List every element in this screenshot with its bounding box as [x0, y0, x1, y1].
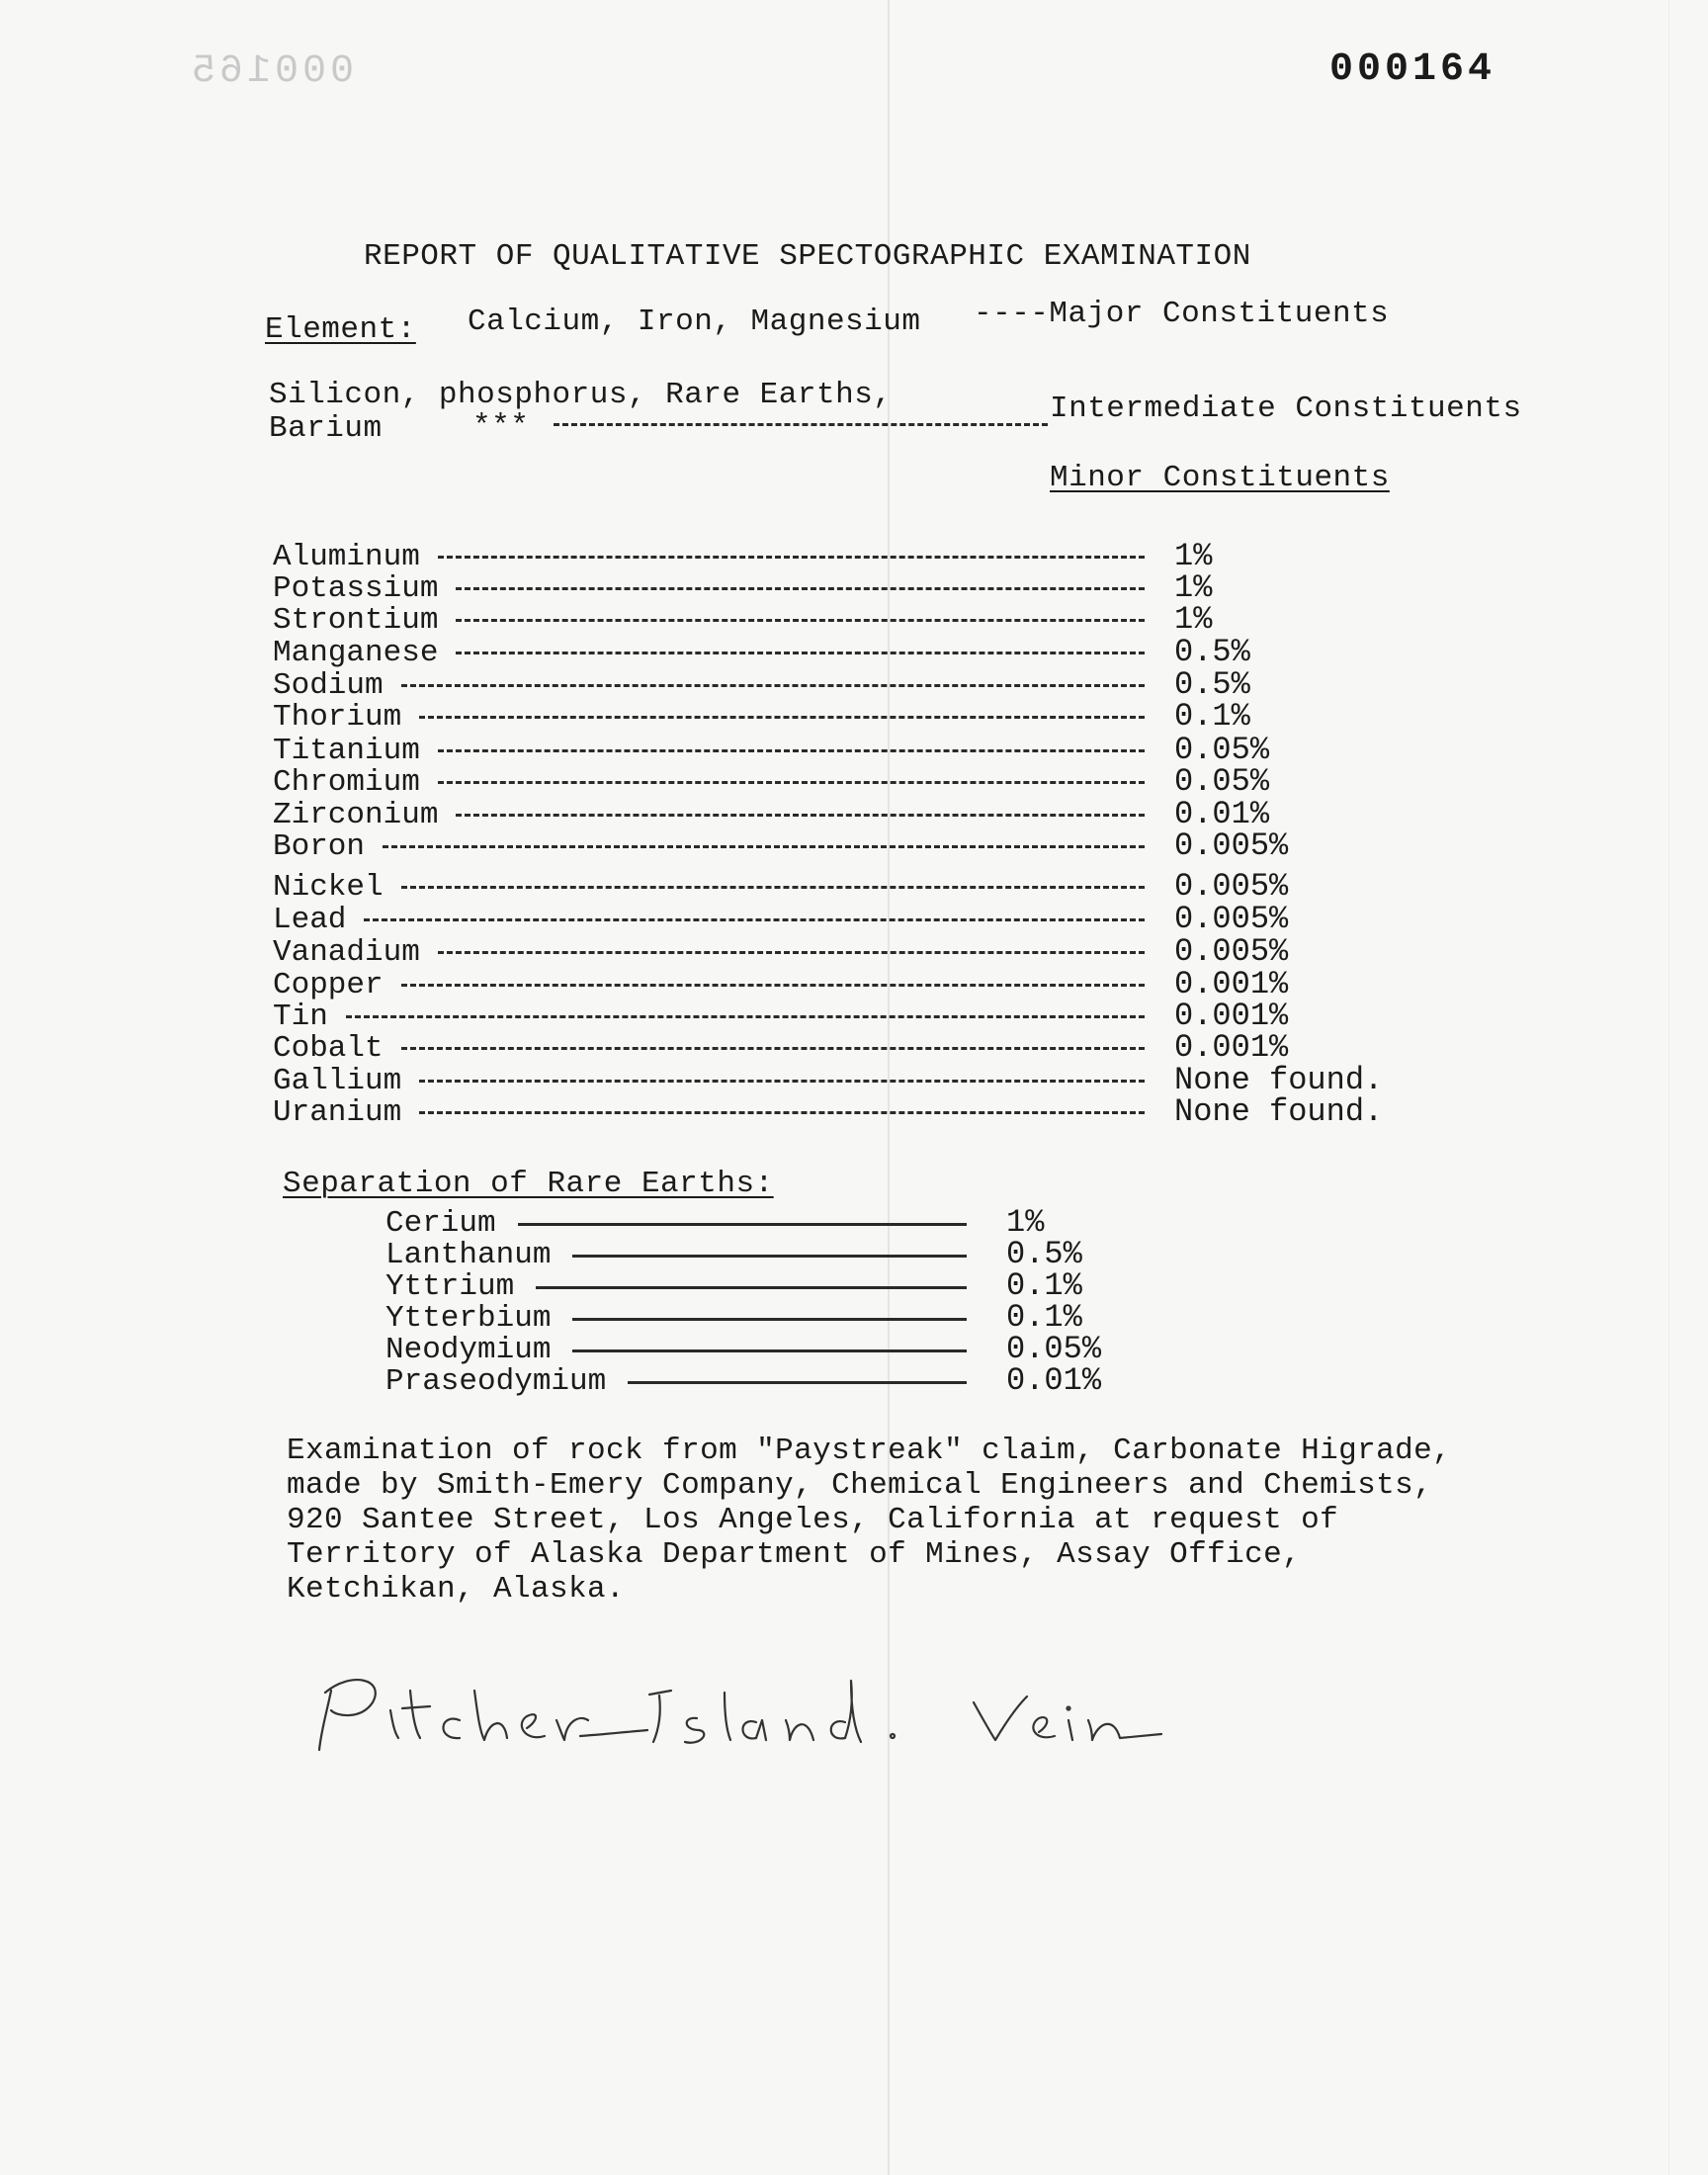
rare-earth-row: [385, 1301, 1137, 1334]
rare-earth-name: Lanthanum: [385, 1238, 552, 1272]
element-name: Strontium: [273, 603, 439, 638]
intermediate-constituents-label: Intermediate Constituents: [1050, 392, 1522, 426]
examination-note-line: Examination of rock from "Paystreak" claim, Carbonate Higrade,: [287, 1434, 1452, 1468]
element-percentage: 0.005%: [1174, 827, 1289, 864]
intermediate-elements-line2: Barium: [269, 411, 383, 446]
minor-constituents-heading: Minor Constituents: [1050, 461, 1390, 495]
solid-leader: [628, 1381, 967, 1384]
solid-leader: [572, 1318, 967, 1321]
examination-note-line: Territory of Alaska Department of Mines, Assay Office,: [287, 1537, 1302, 1572]
solid-leader: [572, 1349, 967, 1352]
element-percentage: 0.001%: [1174, 998, 1289, 1034]
element-name: Lead: [273, 903, 347, 937]
dotted-leader: [346, 1015, 1145, 1018]
minor-constituent-row: [273, 903, 1360, 935]
rare-earths-heading: Separation of Rare Earths:: [283, 1167, 774, 1201]
rare-earth-percentage: 0.1%: [1006, 1267, 1082, 1304]
intermediate-leader: [554, 423, 1048, 426]
dotted-leader: [438, 781, 1145, 784]
element-percentage: None found.: [1174, 1093, 1384, 1130]
element-percentage: 0.01%: [1174, 796, 1270, 832]
dotted-leader: [419, 716, 1145, 719]
rare-earth-name: Yttrium: [385, 1269, 515, 1304]
element-name: Zirconium: [273, 798, 439, 832]
minor-constituent-row: [273, 870, 1360, 903]
major-constituents-label: ----Major Constituents: [974, 297, 1390, 331]
dotted-leader: [419, 1080, 1145, 1083]
element-name: Nickel: [273, 870, 384, 905]
element-percentage: 0.05%: [1174, 763, 1270, 800]
dotted-leader: [401, 984, 1145, 987]
element-name: Cobalt: [273, 1031, 384, 1066]
dotted-leader: [401, 886, 1145, 889]
rare-earth-row: [385, 1333, 1137, 1365]
minor-constituent-row: [273, 540, 1360, 572]
examination-note-line: made by Smith-Emery Company, Chemical Engineers and Chemists,: [287, 1468, 1433, 1503]
dotted-leader: [438, 951, 1145, 954]
rare-earth-row: [385, 1206, 1137, 1239]
page-number: 000164: [1329, 47, 1496, 92]
solid-leader: [572, 1255, 967, 1258]
dotted-leader: [438, 556, 1145, 559]
minor-constituent-row: [273, 935, 1360, 968]
minor-constituent-row: [273, 1031, 1360, 1064]
minor-constituent-row: [273, 1062, 1384, 1098]
element-percentage: 0.005%: [1174, 933, 1289, 970]
element-name: Tin: [273, 1000, 328, 1034]
element-name: Chromium: [273, 765, 420, 800]
element-name: Aluminum: [273, 540, 420, 574]
minor-constituent-row: [273, 603, 1360, 636]
minor-constituent-row: [273, 636, 1360, 668]
dotted-leader: [456, 814, 1145, 817]
minor-constituent-row: [273, 734, 1360, 766]
report-title: REPORT OF QUALITATIVE SPECTOGRAPHIC EXAMINATION: [364, 239, 1251, 274]
rare-earth-row: [385, 1269, 1137, 1302]
rare-earth-name: Cerium: [385, 1206, 496, 1241]
minor-constituent-row: [273, 571, 1360, 604]
examination-note-line: 920 Santee Street, Los Angeles, California at request of: [287, 1503, 1339, 1537]
element-percentage: 1%: [1174, 538, 1213, 574]
minor-constituent-row: [273, 668, 1360, 701]
minor-constituent-row: [273, 829, 1360, 862]
dotted-leader: [383, 845, 1145, 848]
dotted-leader: [419, 1111, 1145, 1114]
element-name: Uranium: [273, 1095, 402, 1130]
rare-earth-row: [385, 1364, 1137, 1397]
rare-earth-percentage: 1%: [1006, 1204, 1045, 1241]
dotted-leader: [438, 749, 1145, 752]
examination-note-line: Ketchikan, Alaska.: [287, 1572, 626, 1607]
element-name: Thorium: [273, 700, 402, 735]
dotted-leader: [401, 1047, 1145, 1050]
element-percentage: 0.001%: [1174, 966, 1289, 1002]
rare-earth-percentage: 0.05%: [1006, 1331, 1102, 1367]
rare-earth-percentage: 0.5%: [1006, 1236, 1082, 1272]
major-elements: Calcium, Iron, Magnesium: [468, 304, 921, 339]
rare-earth-name: Ytterbium: [385, 1301, 552, 1336]
element-name: Titanium: [273, 734, 420, 768]
handwritten-note-image: [292, 1651, 1231, 1765]
rare-earth-name: Neodymium: [385, 1333, 552, 1367]
element-name: Copper: [273, 968, 384, 1002]
minor-constituent-row: [273, 700, 1360, 733]
element-name: Gallium: [273, 1064, 402, 1098]
element-percentage: 0.005%: [1174, 868, 1289, 905]
element-name: Vanadium: [273, 935, 420, 970]
intermediate-stars: ***: [472, 409, 530, 444]
element-label: Element:: [265, 312, 416, 347]
rare-earth-percentage: 0.1%: [1006, 1299, 1082, 1336]
dotted-leader: [364, 918, 1145, 921]
page-edge-line: [1668, 0, 1669, 2175]
element-name: Boron: [273, 829, 366, 864]
minor-constituent-row: [273, 1093, 1384, 1130]
intermediate-elements-line1: Silicon, phosphorus, Rare Earths,: [269, 378, 893, 412]
dotted-leader: [401, 684, 1145, 687]
dotted-leader: [456, 619, 1145, 622]
element-name: Sodium: [273, 668, 384, 703]
element-percentage: 0.001%: [1174, 1029, 1289, 1066]
minor-constituent-row: [273, 798, 1360, 830]
minor-constituent-row: [273, 968, 1360, 1000]
element-percentage: 0.1%: [1174, 698, 1250, 735]
element-percentage: None found.: [1174, 1062, 1384, 1098]
minor-constituent-row: [273, 765, 1360, 798]
element-name: Manganese: [273, 636, 439, 670]
solid-leader: [536, 1286, 967, 1289]
minor-constituent-row: [273, 1000, 1360, 1032]
element-percentage: 0.05%: [1174, 732, 1270, 768]
element-percentage: 1%: [1174, 601, 1213, 638]
element-name: Potassium: [273, 571, 439, 606]
rare-earth-row: [385, 1238, 1137, 1270]
dotted-leader: [456, 652, 1145, 654]
element-percentage: 0.5%: [1174, 634, 1250, 670]
rare-earth-name: Praseodymium: [385, 1364, 607, 1399]
element-percentage: 0.005%: [1174, 901, 1289, 937]
rare-earth-percentage: 0.01%: [1006, 1362, 1102, 1399]
dotted-leader: [456, 587, 1145, 590]
bleed-through-page-number: 000165: [188, 49, 355, 94]
element-percentage: 0.5%: [1174, 666, 1250, 703]
element-percentage: 1%: [1174, 569, 1213, 606]
solid-leader: [518, 1223, 967, 1226]
